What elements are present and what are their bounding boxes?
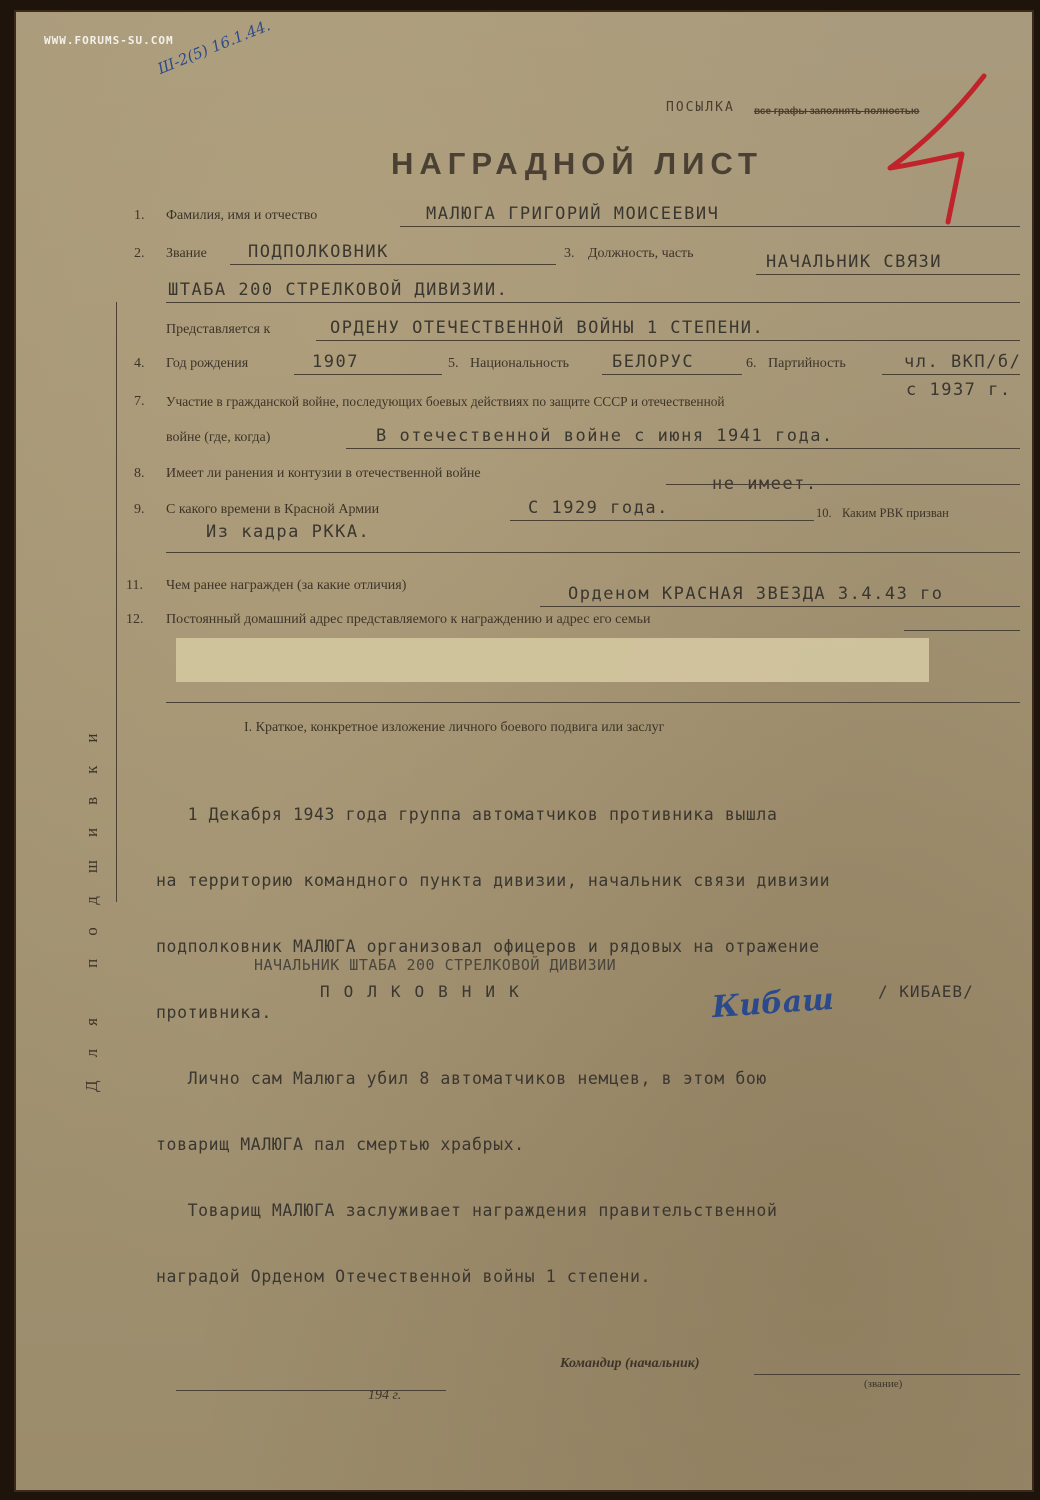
field-7-label-2: войне (где, когда) <box>166 430 271 445</box>
field-11-line <box>540 606 1020 607</box>
field-4-label: Год рождения <box>166 356 249 371</box>
field-7-line <box>346 448 1020 449</box>
handwritten-note: Ш-2(5) 16.1.44. <box>154 16 273 78</box>
feat-description <box>156 760 1040 1332</box>
field-6-label: Партийность <box>768 356 846 371</box>
date-line <box>176 1390 446 1391</box>
signatory-rank: ПОЛКОВНИК <box>320 982 533 1001</box>
header-note: ПОСЫЛКА <box>666 100 735 115</box>
commander-label: Командир (начальник) <box>560 1356 700 1371</box>
redacted-address <box>176 638 929 682</box>
body-line: 1 Декабря 1943 года группа автоматчиков противника вышла <box>156 805 778 824</box>
signatory-name: / КИБАЕВ/ <box>878 982 974 1001</box>
field-7-label: Участие в гражданской войне, последующих боевых действиях по защите СССР и отечественной <box>166 394 725 409</box>
field-3-number: 3. <box>564 246 575 261</box>
award-line <box>316 340 1020 341</box>
award-value: ОРДЕНУ ОТЕЧЕСТВЕННОЙ ВОЙНЫ 1 СТЕПЕНИ. <box>330 318 765 338</box>
field-10-line <box>166 552 1020 553</box>
field-11-value: Орденом КРАСНАЯ ЗВЕЗДА 3.4.43 го <box>568 584 944 604</box>
rank-label: (звание) <box>864 1378 903 1390</box>
field-1-label: Фамилия, имя и отчество <box>166 208 318 223</box>
field-2-value: ПОДПОЛКОВНИК <box>248 242 389 262</box>
award-sheet <box>14 10 1034 1492</box>
commander-line <box>754 1374 1020 1375</box>
section-title: I. Краткое, конкретное изложение личного боевого подвига или заслуг <box>244 720 665 735</box>
field-4-value: 1907 <box>312 352 359 372</box>
field-7-number: 7. <box>134 394 145 409</box>
field-5-label: Национальность <box>470 356 570 371</box>
body-line: товарищ МАЛЮГА пал смертью храбрых. <box>156 1135 525 1154</box>
field-12-line <box>904 630 1020 631</box>
watermark-text: WWW.FORUMS-SU.COM <box>44 34 174 47</box>
field-6-number: 6. <box>746 356 757 371</box>
field-4-line <box>294 374 442 375</box>
field-5-number: 5. <box>448 356 459 371</box>
field-10-value: Из кадра РККА. <box>206 522 371 542</box>
field-1-line <box>400 226 1020 227</box>
field-2-number: 2. <box>134 246 145 261</box>
field-9-value: С 1929 года. <box>528 498 669 518</box>
field-5-value: БЕЛОРУС <box>612 352 695 372</box>
field-8-number: 8. <box>134 466 145 481</box>
field-3-cont-line <box>166 302 1020 303</box>
section-divider-line <box>166 702 1020 703</box>
award-label: Представляется к <box>166 322 271 337</box>
body-line: подполковник МАЛЮГА организовал офицеров и рядовых на отражение <box>156 937 820 956</box>
field-2-label: Звание <box>166 246 207 261</box>
field-12-number: 12. <box>126 612 144 627</box>
field-1-value: МАЛЮГА ГРИГОРИЙ МОИСЕЕВИЧ <box>426 204 720 224</box>
field-12-label: Постоянный домашний адрес представляемого к награждению и адрес его семьи <box>166 612 651 627</box>
field-5-line <box>602 374 742 375</box>
field-11-number: 11. <box>126 578 143 593</box>
field-10-number: 10. <box>816 506 832 520</box>
field-9-number: 9. <box>134 502 145 517</box>
field-8-label: Имеет ли ранения и контузии в отечественной войне <box>166 466 481 481</box>
field-3-label: Должность, часть <box>588 246 694 261</box>
body-line: на территорию командного пункта дивизии, начальник связи дивизии <box>156 871 831 890</box>
field-3-line <box>756 274 1020 275</box>
body-line: Товарищ МАЛЮГА заслуживает награждения правительственной <box>156 1201 778 1220</box>
year-label: 194 г. <box>368 1388 402 1403</box>
field-8-value: не имеет. <box>712 474 818 494</box>
side-binding-text: Для подшивки <box>82 710 101 1092</box>
field-6-value: чл. ВКП/б/ <box>904 352 1022 372</box>
field-1-number: 1. <box>134 208 145 223</box>
field-2-line <box>230 264 556 265</box>
body-line: Лично сам Малюга убил 8 автоматчиков немцев, в этом бою <box>156 1069 767 1088</box>
header-note-struck: все графы заполнять полностью <box>754 106 920 117</box>
field-9-line <box>510 520 814 521</box>
field-7-value: В отечественной войне с июня 1941 года. <box>376 426 834 446</box>
page-title: НАГРАДНОЙ ЛИСТ <box>391 146 763 181</box>
red-marker-icon <box>876 72 1006 232</box>
left-margin-line <box>116 302 117 902</box>
field-4-number: 4. <box>134 356 145 371</box>
field-6-value-2: с 1937 г. <box>906 380 1012 400</box>
field-3-value: НАЧАЛЬНИК СВЯЗИ <box>766 252 943 272</box>
body-line: противника. <box>156 1003 272 1022</box>
handwritten-signature: Кибаш <box>710 981 836 1026</box>
body-line: наградой Орденом Отечественной войны 1 степени. <box>156 1267 652 1286</box>
field-9-label: С какого времени в Красной Армии <box>166 502 380 517</box>
signatory-position: НАЧАЛЬНИК ШТАБА 200 СТРЕЛКОВОЙ ДИВИЗИИ <box>254 956 617 974</box>
field-3-value-cont: ШТАБА 200 СТРЕЛКОВОЙ ДИВИЗИИ. <box>168 280 509 300</box>
field-10-label: Каким РВК призван <box>842 506 949 520</box>
field-11-label: Чем ранее награжден (за какие отличия) <box>166 578 407 593</box>
field-6-line <box>882 374 1020 375</box>
field-8-line <box>666 484 1020 485</box>
